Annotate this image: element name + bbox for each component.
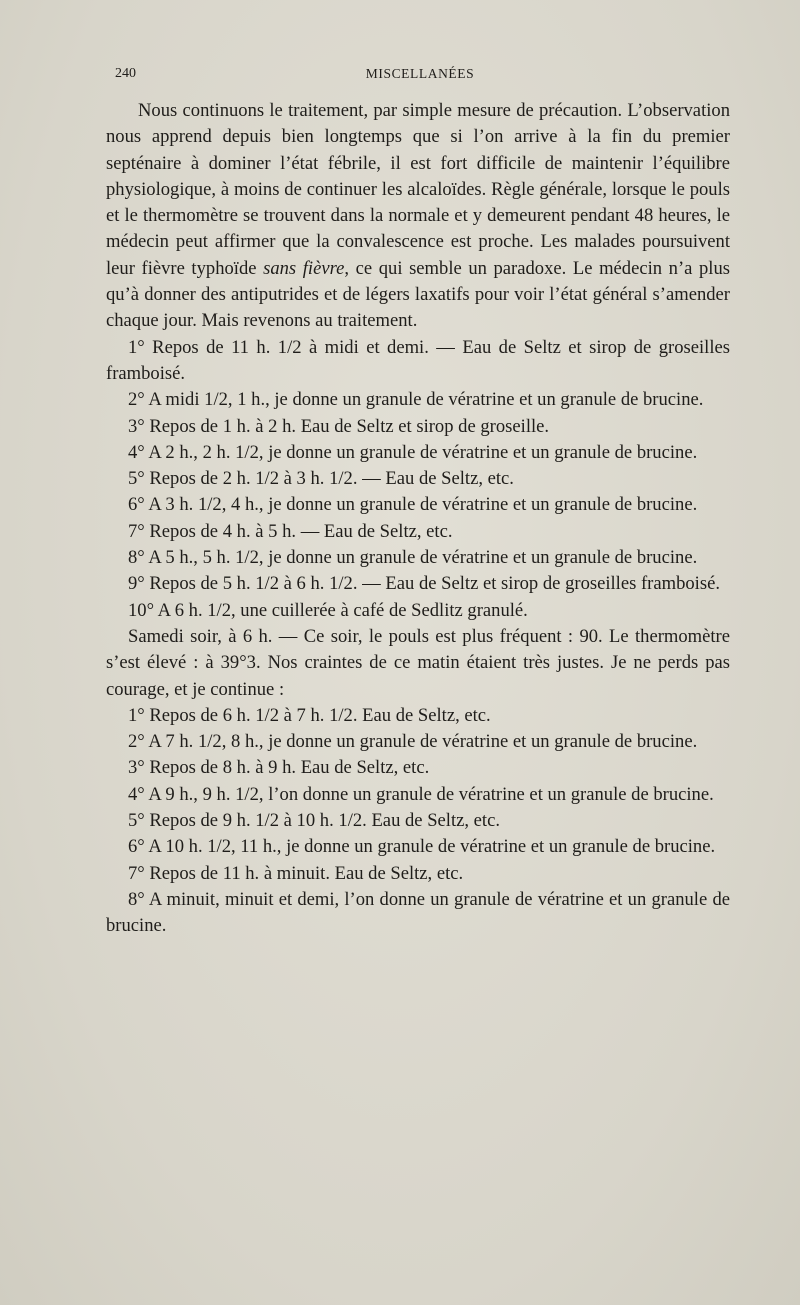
list1-item: 5° Repos de 2 h. 1/2 à 3 h. 1/2. — Eau de Seltz, etc. xyxy=(128,468,514,490)
list1-item: 9° Repos de 5 h. 1/2 à 6 h. 1/2. — Eau de Seltz et sirop de groseilles framboisé. xyxy=(128,573,720,595)
intro-paragraph xyxy=(106,98,730,335)
list1-item: 2° A midi 1/2, 1 h., je donne un granule de vératrine et un granule de brucine. xyxy=(128,389,704,411)
list2-item: 8° A minuit, minuit et demi, l’on donne un granule de vératrine et un granule de brucine. xyxy=(106,888,730,937)
list2-item: 2° A 7 h. 1/2, 8 h., je donne un granule de vératrine et un granule de brucine. xyxy=(128,731,698,753)
list2-item: 6° A 10 h. 1/2, 11 h., je donne un granule de vératrine et un granule de brucine. xyxy=(128,836,716,858)
list2-item: 3° Repos de 8 h. à 9 h. Eau de Seltz, etc. xyxy=(128,757,430,779)
list2-item: 4° A 9 h., 9 h. 1/2, l’on donne un granule de vératrine et un granule de brucine. xyxy=(128,783,714,805)
list1-item: 10° A 6 h. 1/2, une cuillerée à café de Sedlitz granulé. xyxy=(128,599,528,621)
list1-item: 3° Repos de 1 h. à 2 h. Eau de Seltz et sirop de groseille. xyxy=(128,415,550,437)
list1-item: 8° A 5 h., 5 h. 1/2, je donne un granule de vératrine et un granule de brucine. xyxy=(128,547,698,569)
list2-item: 1° Repos de 6 h. 1/2 à 7 h. 1/2. Eau de Seltz, etc. xyxy=(128,704,491,726)
list1-item: 1° Repos de 11 h. 1/2 à midi et demi. — Eau de Seltz et sirop de groseilles framboisé. xyxy=(106,336,730,384)
page-number: 240 xyxy=(115,66,136,81)
running-head: MISCELLANÉES xyxy=(365,66,475,81)
list2-item: 5° Repos de 9 h. 1/2 à 10 h. 1/2. Eau de Seltz, etc. xyxy=(128,810,501,832)
list1-item: 7° Repos de 4 h. à 5 h. — Eau de Seltz, etc. xyxy=(128,520,453,542)
list2-item: 7° Repos de 11 h. à minuit. Eau de Seltz, etc. xyxy=(128,862,464,884)
body-text xyxy=(106,98,730,940)
intro-text-before: Nous continuons le traitement, par simple mesure de précaution. L’observation nous apprend depuis bien longtemps que si l’on arrive à la fin du premier septénaire à dominer l’état fébrile, il est fort difficile de maintenir l’équilibre physiologique, à moins de continuer les alcaloïdes. Règle générale, lorsque le pouls et le thermomètre se trouvent dans la normale et y demeurent pendant 48 heures, le médecin peut affirmer que la convalescence est proche. Les malades poursuivent leur fièvre typhoïde xyxy=(106,100,730,279)
list1-item: 6° A 3 h. 1/2, 4 h., je donne un granule de vératrine et un granule de brucine. xyxy=(128,494,698,516)
intro-text-after: , ce qui semble un paradoxe. Le médecin n’a plus qu’à donner des antiputrides et de légers laxatifs pour voir l’état général s’amender chaque jour. Mais revenons au traitement. xyxy=(106,257,730,332)
intro-italic: sans fièvre xyxy=(263,257,345,279)
list1-item: 4° A 2 h., 2 h. 1/2, je donne un granule de vératrine et un granule de brucine. xyxy=(128,441,698,463)
page-header xyxy=(115,66,725,86)
evening-paragraph: Samedi soir, à 6 h. — Ce soir, le pouls est plus fréquent : 90. Le thermomètre s’est élevé : à 39°3. Nos craintes de ce matin étaient très justes. Je ne perds pas courage, et je continue : xyxy=(106,625,730,700)
